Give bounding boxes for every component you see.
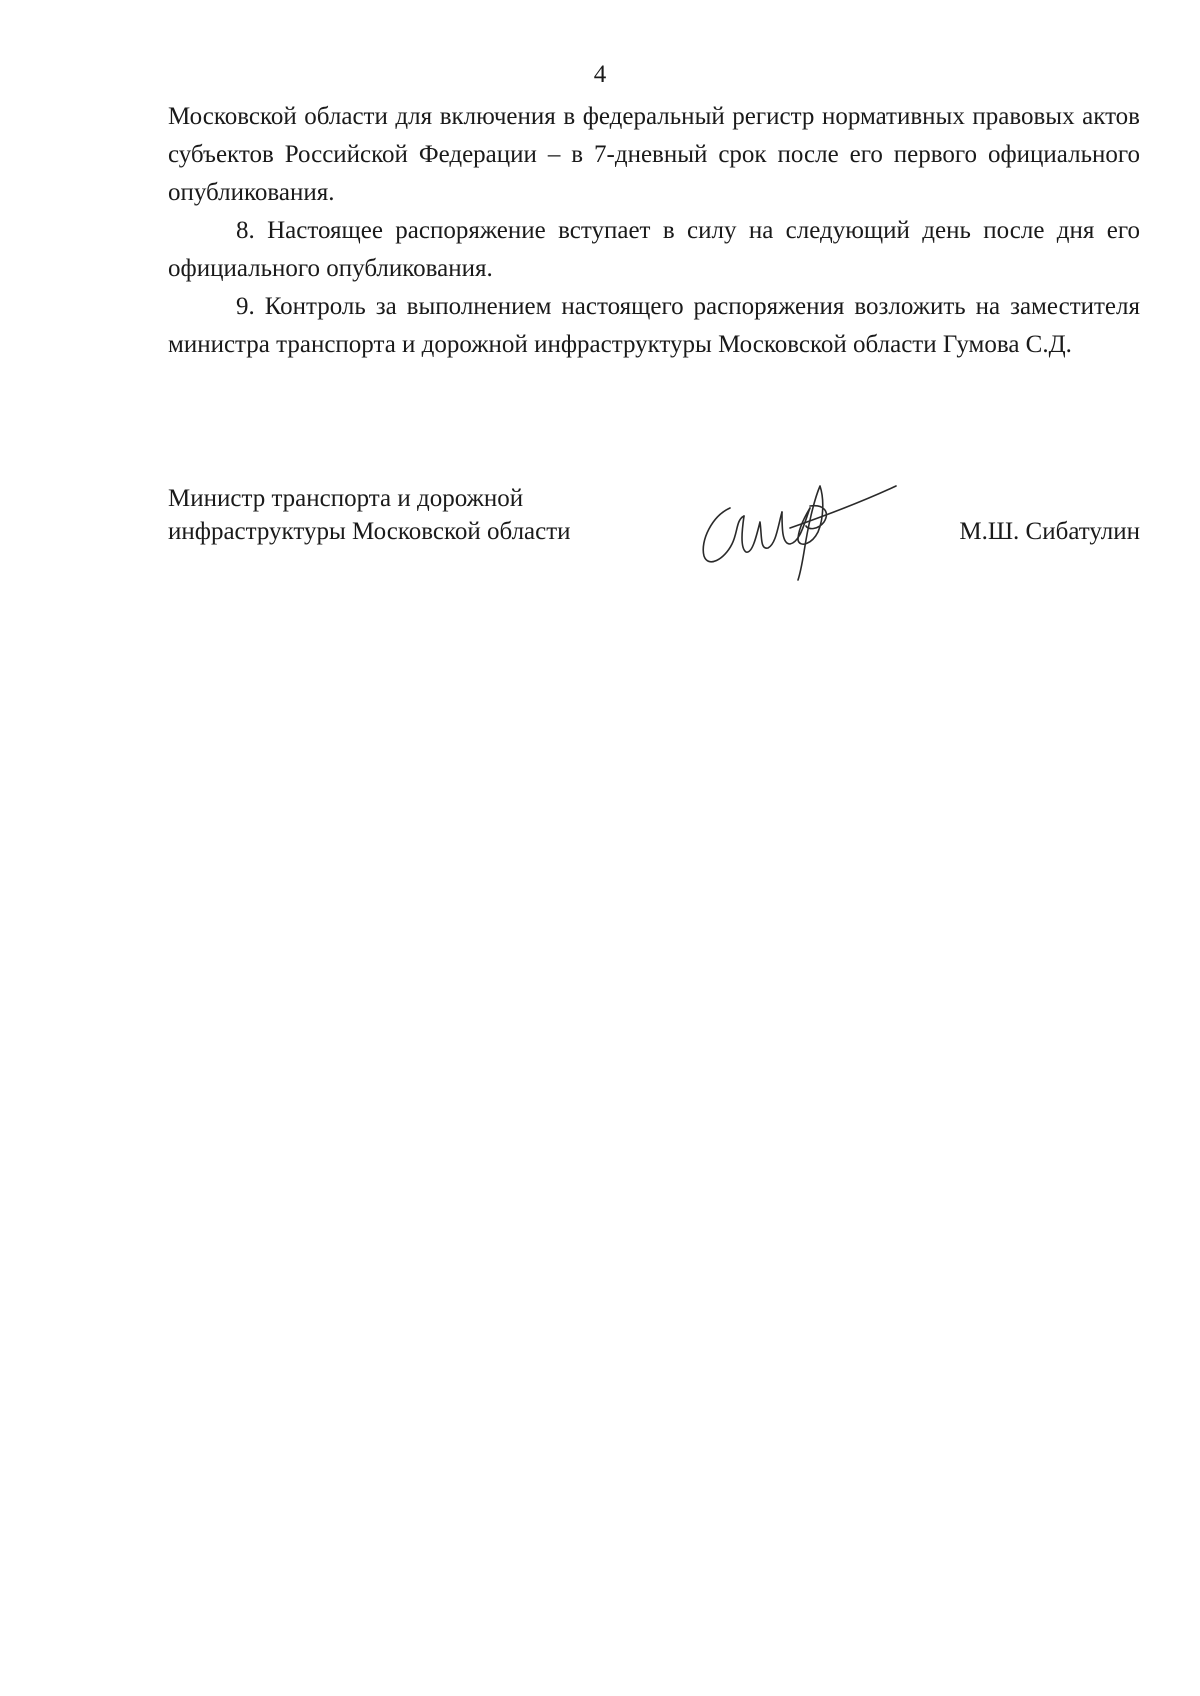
signatory-title-line-2: инфраструктуры Московской области bbox=[168, 518, 571, 545]
handwritten-signature-icon bbox=[690, 456, 900, 586]
signatory-title bbox=[168, 482, 688, 548]
signatory-name: М.Ш. Сибатулин bbox=[959, 518, 1140, 545]
document-body bbox=[168, 98, 1140, 364]
paragraph-registry-submission: Московской области для включения в федеральный регистр нормативных правовых актов субъектов Российской Федерации – в 7-дневный срок после его первого официального опубликования. bbox=[168, 103, 1140, 206]
paragraph-item-8: 8. Настоящее распоряжение вступает в силу на следующий день после дня его официального опубликования. bbox=[168, 217, 1140, 282]
paragraph-item-9: 9. Контроль за выполнением настоящего распоряжения возложить на заместителя министра транспорта и дорожной инфраструктуры Московской области Гумова С.Д. bbox=[168, 293, 1140, 358]
page-number: 4 bbox=[593, 61, 607, 88]
signature-block bbox=[168, 480, 1140, 590]
signatory-title-line-1: Министр транспорта и дорожной bbox=[168, 485, 524, 512]
